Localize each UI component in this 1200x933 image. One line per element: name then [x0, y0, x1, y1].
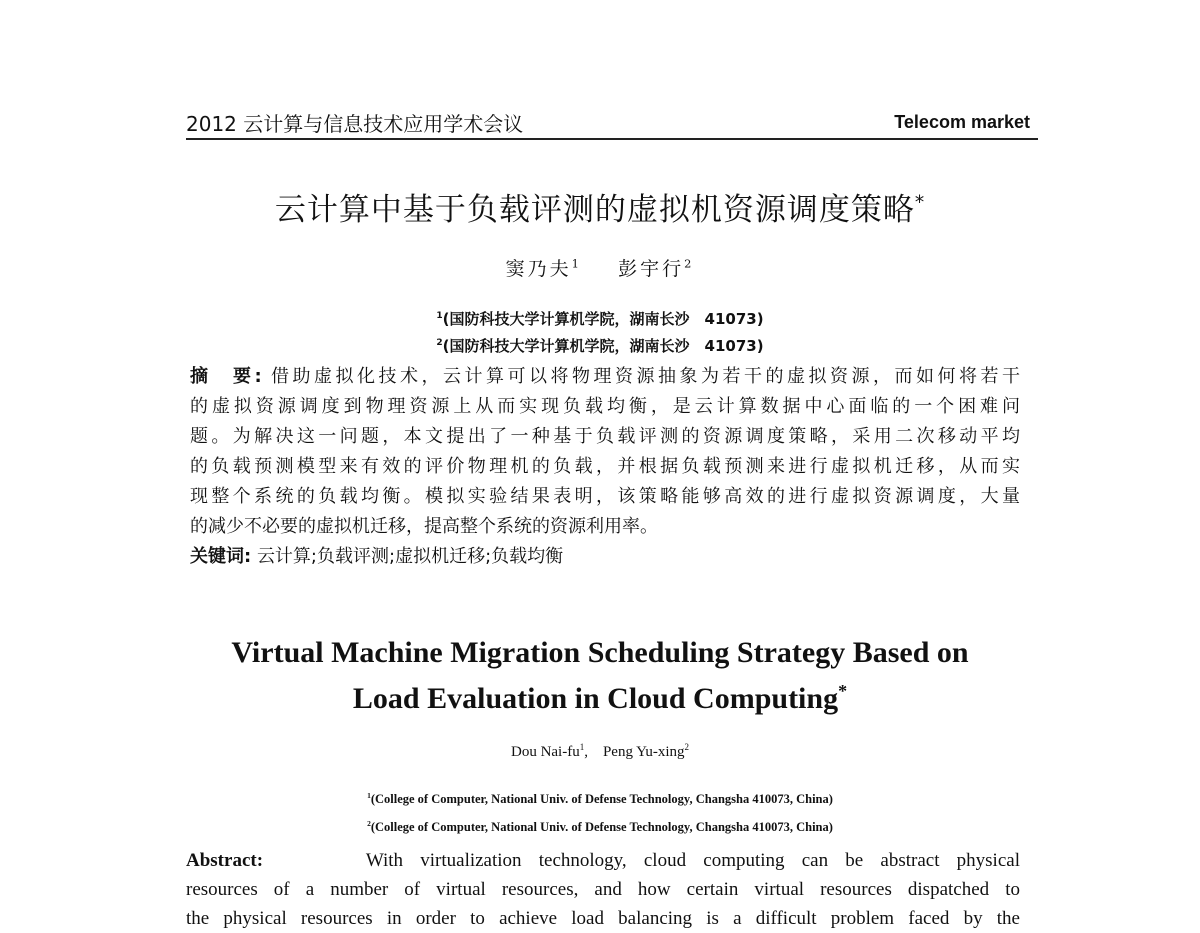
- abstract-line: 的虚拟资源调度到物理资源上从而实现负载均衡，是云计算数据中心面临的一个困难问: [190, 396, 1020, 417]
- keywords: [190, 542, 1020, 572]
- cn-title-text: 云计算中基于负载评测的虚拟机资源调度策略: [274, 192, 915, 228]
- abstract-line: 现整个系统的负载均衡。模拟实验结果表明，该策略能够高效的进行虚拟资源调度，大量: [190, 486, 1020, 507]
- en-title-text: Load Evaluation in Cloud Computing: [352, 682, 839, 715]
- cn-author: 彭宇行: [618, 258, 685, 280]
- abstract-text: With virtualization technology, cloud computing can be abstract physical: [365, 850, 1020, 871]
- author-sup: 2: [684, 256, 695, 271]
- keywords-label: 关键词:: [190, 546, 252, 567]
- author-sup: 1: [579, 742, 585, 752]
- abstract-line: 的负载预测模型来有效的评价物理机的负载，并根据负载预测来进行虚拟机迁移，从而实: [190, 456, 1020, 477]
- en-authors: Dou Nai-$fu^1$, Peng Yu-xing$^2$: [510, 742, 689, 760]
- en-affiliation: [0, 791, 1200, 807]
- journal-header: Telecom market: [894, 112, 1030, 132]
- title-footnote-mark: *: [914, 192, 926, 214]
- conference-header: 2012 云计算与信息技术应用学术会议: [186, 112, 524, 136]
- abstract-line: 的减少不必要的虚拟机迁移，提高整个系统的资源利用率。: [190, 516, 658, 537]
- en-title-line: Virtual Machine Migration Scheduling Strategy Based on: [231, 636, 969, 669]
- en-author: Peng Yu-xing: [602, 744, 685, 760]
- abstract-line: resources of a number of virtual resources, and how certain virtual resources dispatched to: [186, 879, 1020, 900]
- abstract-line: 题。为解决这一问题，本文提出了一种基于负载评测的资源调度策略，采用二次移动平均: [190, 426, 1020, 447]
- en-author: Dou Nai-fu: [510, 744, 580, 760]
- title-footnote-mark: *: [838, 681, 848, 701]
- aff-sup: 2: [367, 819, 371, 828]
- author-sup: 1: [571, 256, 582, 271]
- aff-text: (国防科技大学计算机学院，湖南长沙 41073): [442, 337, 764, 355]
- en-abstract: [186, 846, 1020, 933]
- header-rule: [186, 138, 1038, 140]
- abstract-line: [190, 362, 1020, 392]
- abstract-label: 摘 要:: [190, 366, 262, 387]
- cn-authors: [0, 254, 1200, 281]
- author-sup: 2: [684, 742, 689, 752]
- aff-sup: 1: [436, 311, 443, 321]
- cn-affiliation: [0, 335, 1200, 356]
- aff-text: (College of Computer, National Univ. of Defense Technology, Changsha 410073, China): [370, 792, 833, 807]
- aff-text: (国防科技大学计算机学院，湖南长沙 41073): [442, 310, 764, 328]
- en-title: [0, 634, 1200, 718]
- en-title-line: [0, 672, 1200, 718]
- aff-text: (College of Computer, National Univ. of Defense Technology, Changsha 410073, China): [370, 820, 833, 835]
- cn-affiliation: [0, 308, 1200, 329]
- keywords-text: 云计算;负载评测;虚拟机迁移;负载均衡: [256, 546, 564, 567]
- abstract-line: the physical resources in order to achieve load balancing is a difficult problem faced by the: [186, 908, 1020, 929]
- cn-title: [0, 184, 1200, 229]
- cn-abstract: [190, 362, 1020, 572]
- aff-sup: 1: [367, 791, 371, 800]
- aff-sup: 2: [436, 338, 443, 348]
- abstract-text: 借助虚拟化技术，云计算可以将物理资源抽象为若干的虚拟资源，而如何将若干: [270, 366, 1020, 387]
- en-affiliation: [0, 819, 1200, 835]
- cn-author: 窦乃夫: [505, 258, 572, 280]
- abstract-line: [186, 846, 1020, 875]
- abstract-label: Abstract:: [186, 850, 264, 871]
